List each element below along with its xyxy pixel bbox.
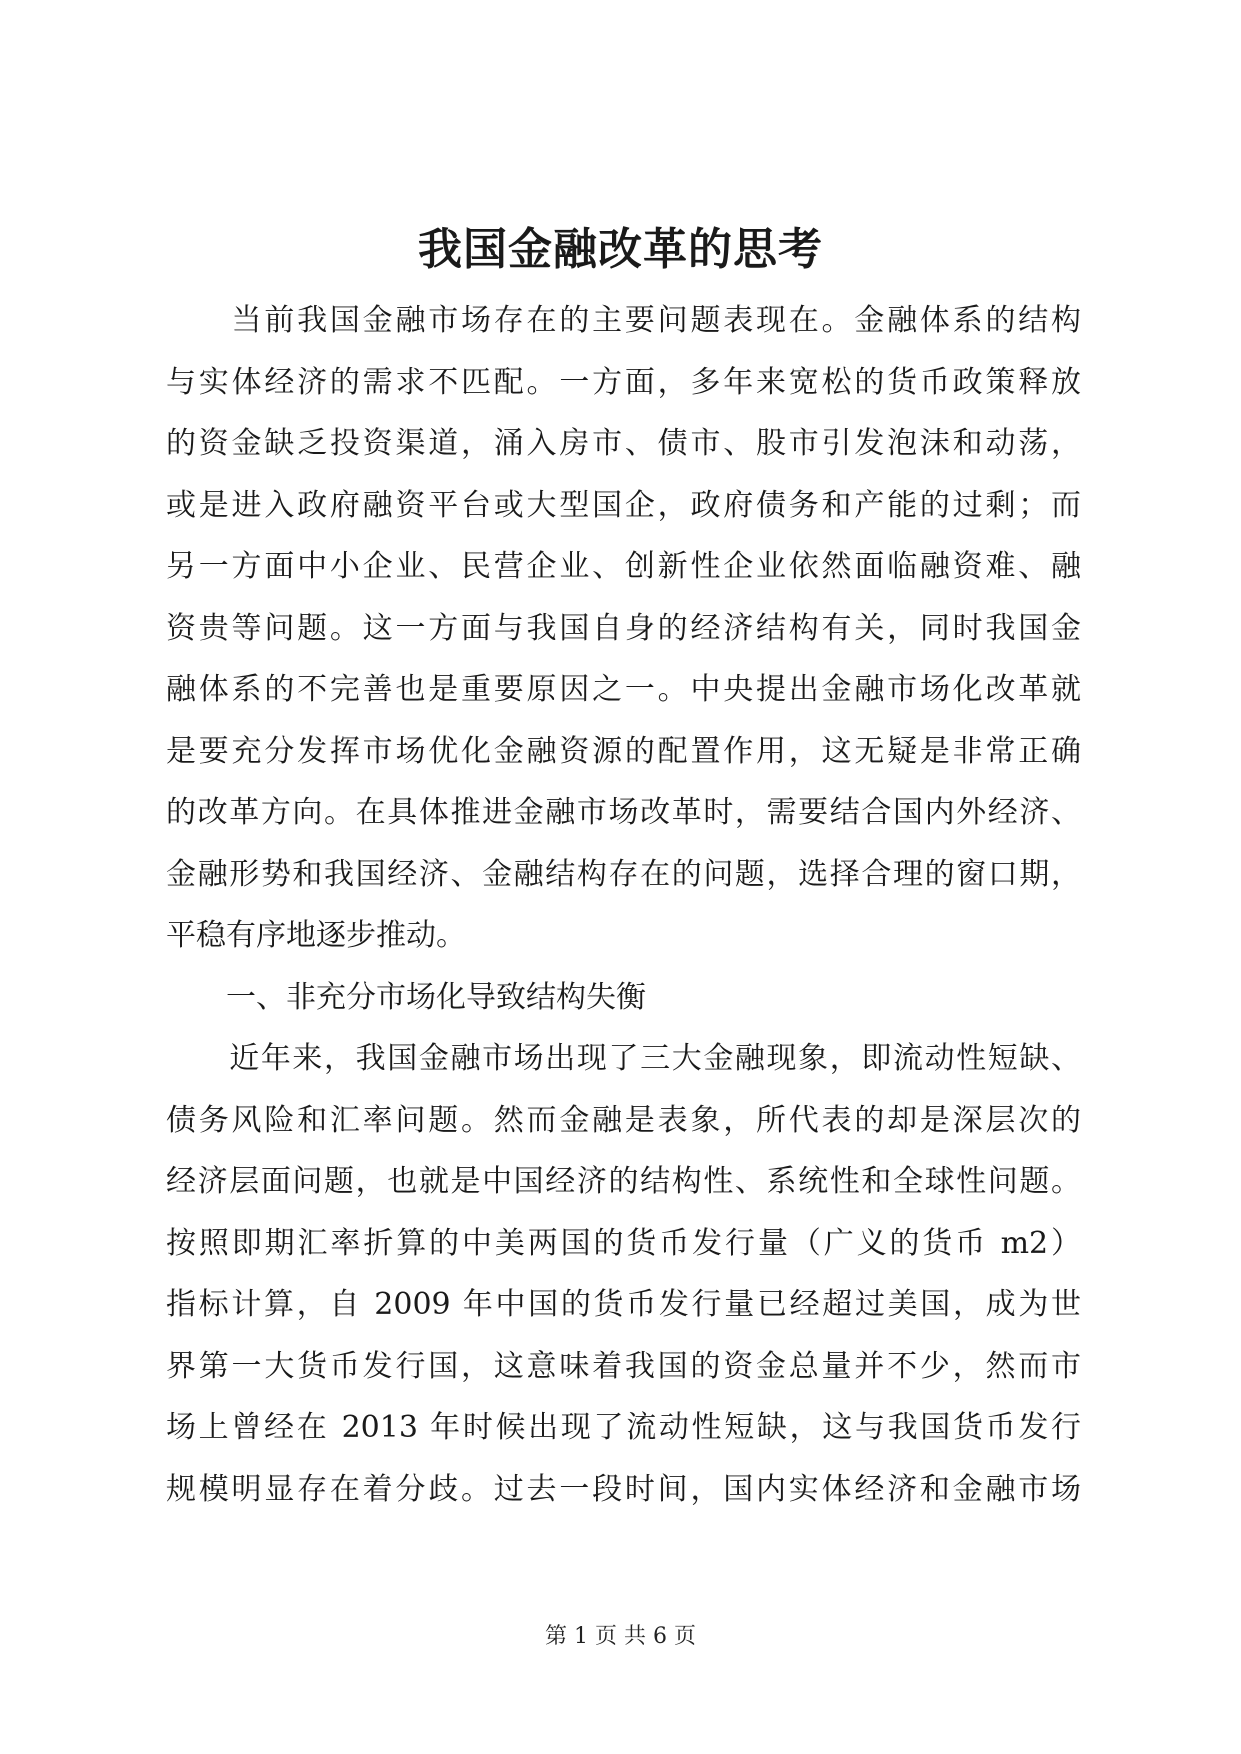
body-line: 指标计算，自 2009 年中国的货币发行量已经超过美国，成为世 xyxy=(166,1287,1081,1322)
body-line: 融体系的不完善也是重要原因之一。中央提出金融市场化改革就 xyxy=(166,672,1081,707)
body-line: 按照即期汇率折算的中美两国的货币发行量（广义的货币 m2） xyxy=(166,1225,1081,1261)
body-line: 与实体经济的需求不匹配。一方面，多年来宽松的货币政策释放 xyxy=(166,364,1081,400)
document-body xyxy=(166,290,1081,1520)
body-line: 金融形势和我国经济、金融结构存在的问题，选择合理的窗口期， xyxy=(166,856,1081,892)
body-line: 平稳有序地逐步推动。 xyxy=(166,918,466,953)
body-line: 的改革方向。在具体推进金融市场改革时，需要结合国内外经济、 xyxy=(166,795,1081,830)
body-line: 另一方面中小企业、民营企业、创新性企业依然面临融资难、融 xyxy=(166,549,1081,584)
body-line: 界第一大货币发行国，这意味着我国的资金总量并不少，然而市 xyxy=(166,1348,1081,1384)
body-line: 是要充分发挥市场优化金融资源的配置作用，这无疑是非常正确 xyxy=(166,733,1081,769)
body-line: 场上曾经在 2013 年时候出现了流动性短缺，这与我国货币发行 xyxy=(166,1410,1081,1445)
document-title: 我国金融改革的思考 xyxy=(418,224,823,275)
body-line: 的资金缺乏投资渠道，涌入房市、债市、股市引发泡沫和动荡， xyxy=(166,426,1081,461)
body-line: 债务风险和汇率问题。然而金融是表象，所代表的却是深层次的 xyxy=(166,1102,1081,1138)
body-line: 近年来，我国金融市场出现了三大金融现象，即流动性短缺、 xyxy=(166,1041,1081,1076)
body-line: 经济层面问题，也就是中国经济的结构性、系统性和全球性问题。 xyxy=(166,1164,1081,1199)
page-number-footer: 第 1 页 共 6 页 xyxy=(545,1624,696,1649)
section-heading: 一、非充分市场化导致结构失衡 xyxy=(166,979,646,1015)
body-line: 资贵等问题。这一方面与我国自身的经济结构有关，同时我国金 xyxy=(166,610,1081,646)
body-line: 或是进入政府融资平台或大型国企，政府债务和产能的过剩；而 xyxy=(166,487,1081,523)
body-line: 规模明显存在着分歧。过去一段时间，国内实体经济和金融市场 xyxy=(166,1471,1081,1507)
body-line: 当前我国金融市场存在的主要问题表现在。金融体系的结构 xyxy=(166,303,1081,338)
